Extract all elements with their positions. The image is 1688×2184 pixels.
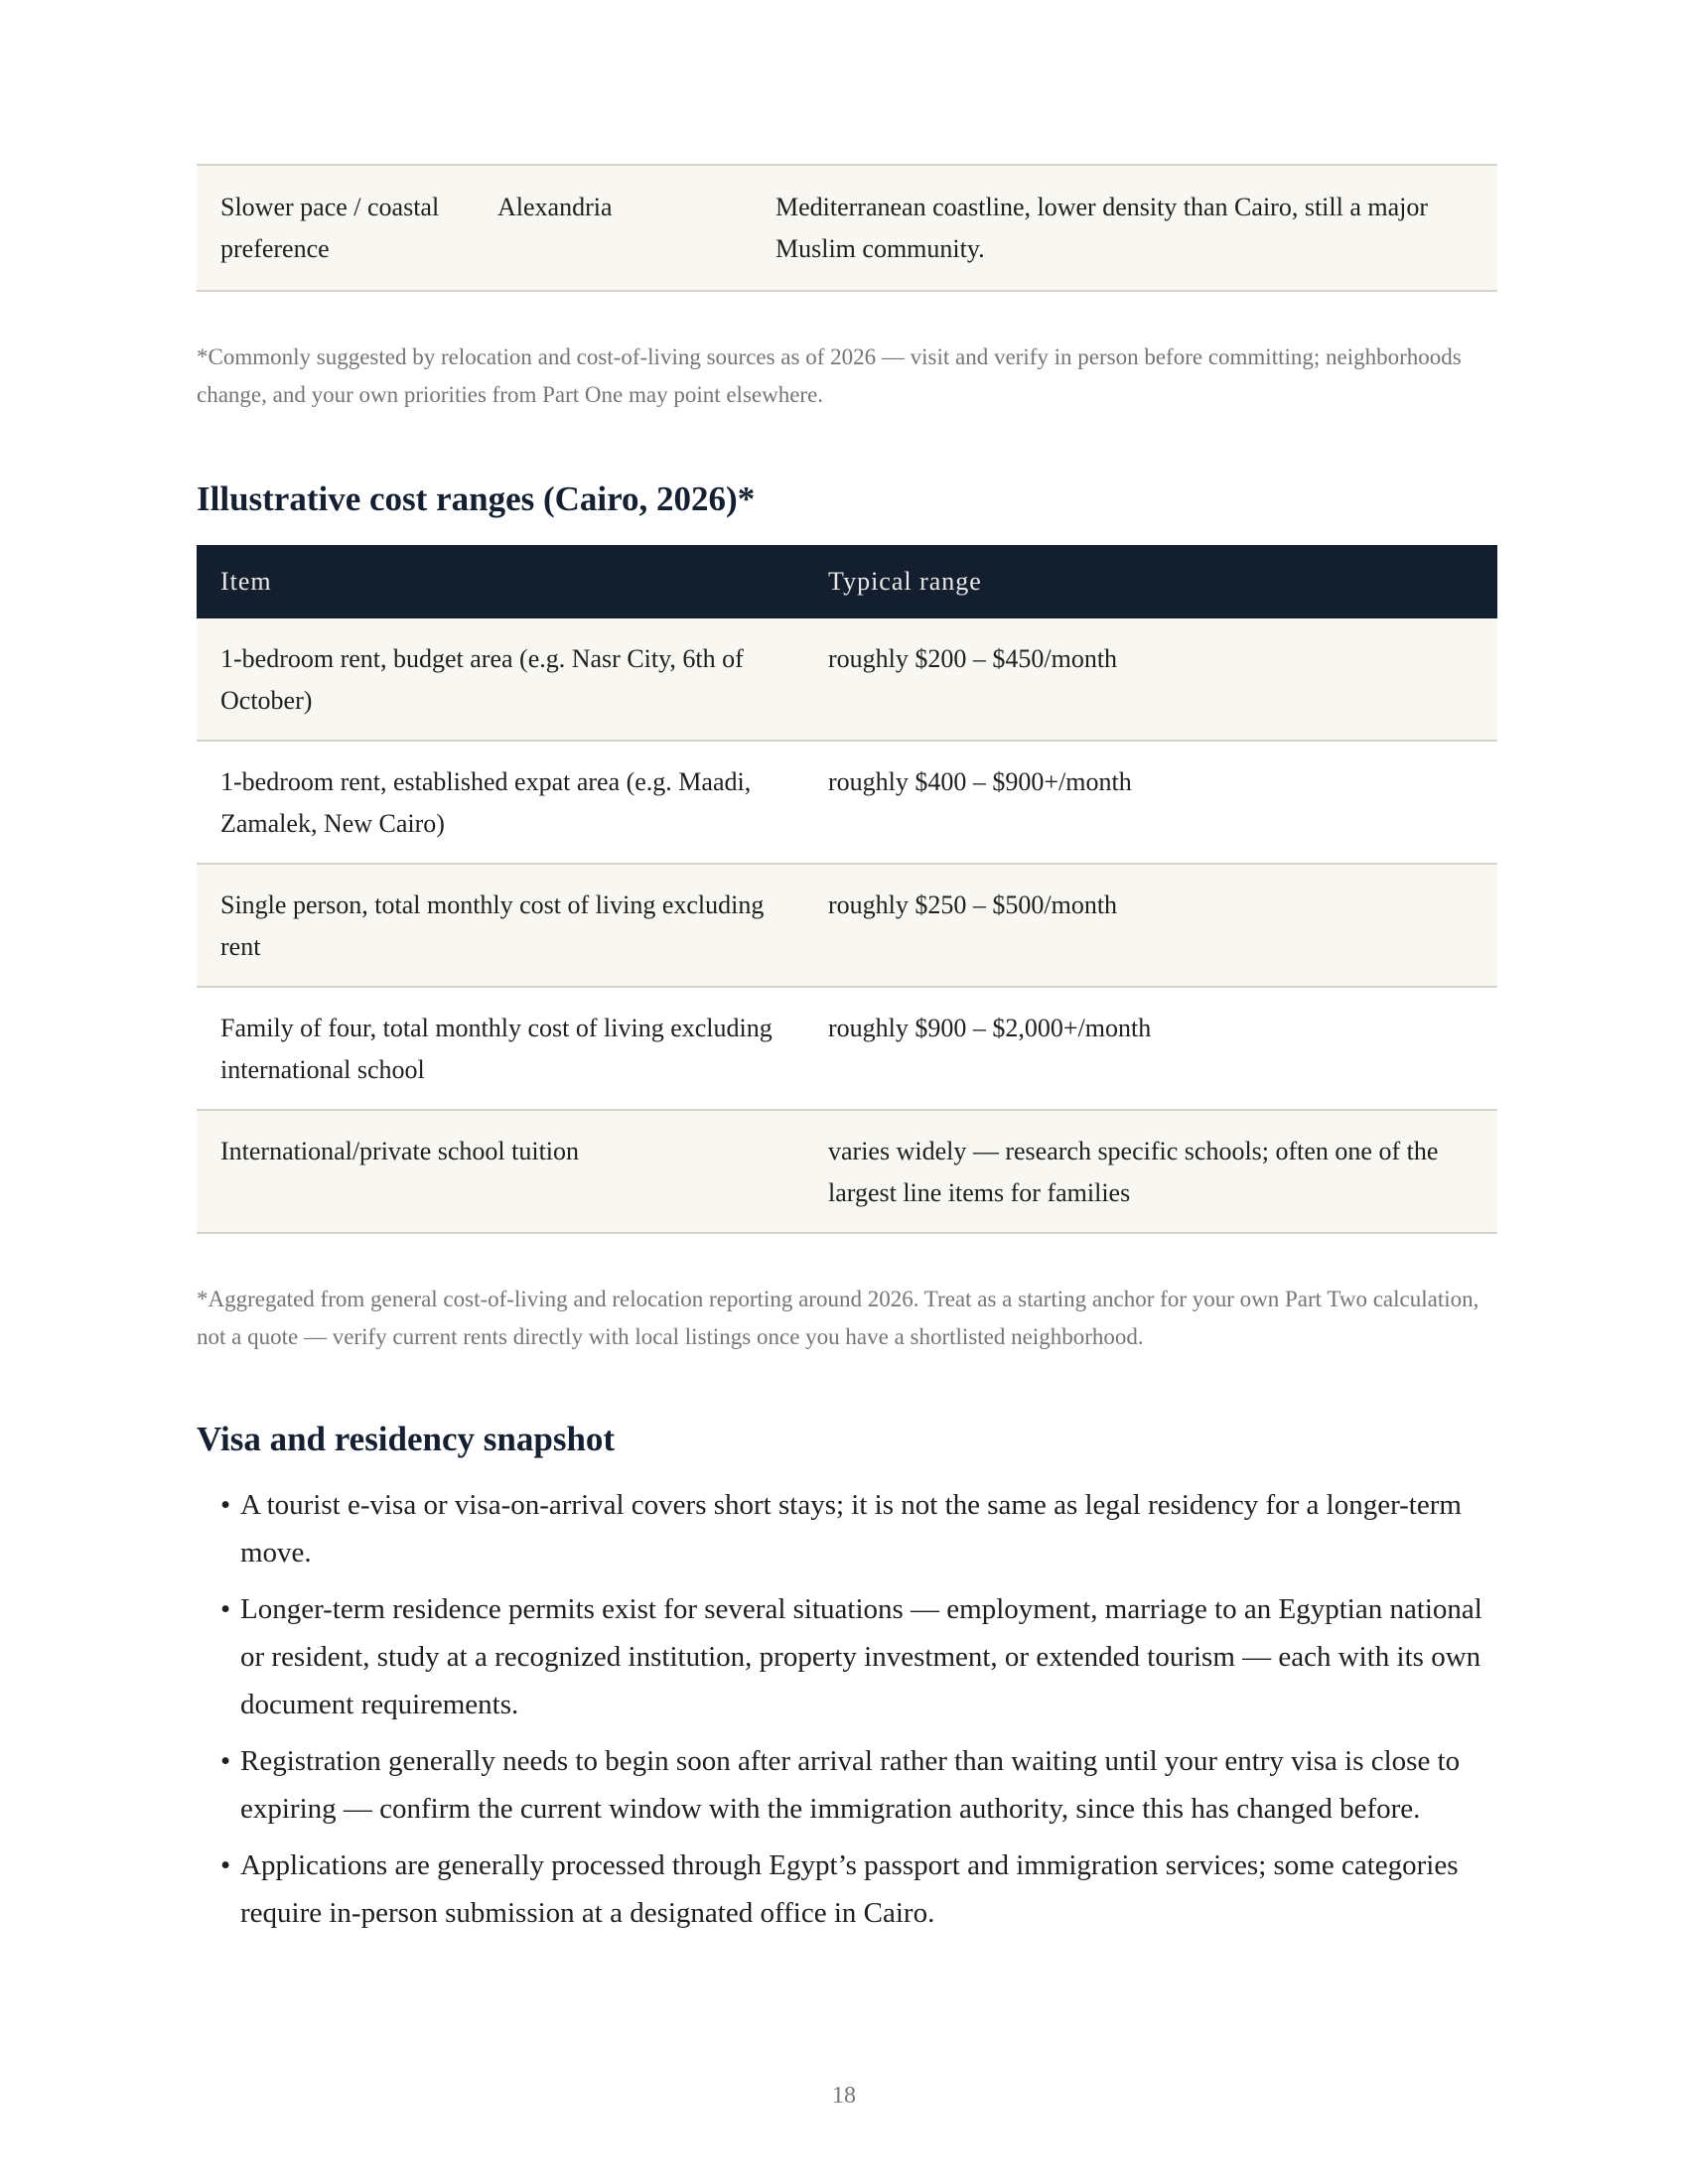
neighborhood-footnote: *Commonly suggested by relocation and cost-of-living sources as of 2026 — visit and verify in person before committing; neighborhoods change, and your own priorities from Part One may point elsewhere.: [197, 344, 1462, 407]
table-row: [197, 741, 1497, 864]
list-item-text: Applications are generally processed through Egypt’s passport and immigration services; some categories require in-person submission at a designated office in Cairo.: [240, 1849, 1459, 1929]
bullet-icon: •: [220, 1745, 231, 1777]
list-item: [197, 1585, 1497, 1728]
document-page: [197, 164, 1497, 1946]
cost-range: roughly $900 – $2,000+/month: [804, 987, 1497, 1110]
table-cell-notes: Mediterranean coastline, lower density than Cairo, still a major Muslim community.: [752, 165, 1497, 291]
neighborhood-table: [197, 164, 1497, 292]
cost-range: roughly $200 – $450/month: [804, 618, 1497, 741]
bullet-icon: •: [220, 1593, 231, 1625]
cost-item: 1-bedroom rent, budget area (e.g. Nasr City, 6th of October): [197, 618, 804, 741]
list-item-text: Registration generally needs to begin soon after arrival rather than waiting until your entry visa is close to expiring — confirm the current window with the immigration authority, since this has changed before.: [240, 1745, 1461, 1825]
table-row: [197, 618, 1497, 741]
list-item-text: Longer-term residence permits exist for several situations — employment, marriage to an Egyptian national or resident, study at a recognized institution, property investment, or extended tourism — each with its own document requirements.: [240, 1593, 1482, 1720]
table-row: [197, 987, 1497, 1110]
cost-footnote: *Aggregated from general cost-of-living and relocation reporting around 2026. Treat as a starting anchor for your own Part Two calculation, not a quote — verify current rents directly with local listings once you have a shortlisted neighborhood.: [197, 1287, 1479, 1349]
table-header-row: [197, 545, 1497, 618]
cost-section-heading: Illustrative cost ranges (Cairo, 2026)*: [197, 479, 756, 518]
list-item: [197, 1737, 1497, 1833]
bullet-icon: •: [220, 1489, 231, 1521]
table-row: [197, 165, 1497, 291]
cost-range: roughly $400 – $900+/month: [804, 741, 1497, 864]
visa-section-heading: Visa and residency snapshot: [197, 1420, 616, 1458]
table-row: [197, 864, 1497, 987]
bullet-icon: •: [220, 1849, 231, 1881]
table-cell-need: Slower pace / coastal preference: [197, 165, 474, 291]
cost-item: 1-bedroom rent, established expat area (e.g. Maadi, Zamalek, New Cairo): [197, 741, 804, 864]
list-item: [197, 1842, 1497, 1937]
cost-item: International/private school tuition: [197, 1110, 804, 1233]
table-cell-area: Alexandria: [474, 165, 752, 291]
cost-table: [197, 545, 1497, 1234]
page-number: 18: [832, 2083, 856, 2109]
column-header-range: Typical range: [804, 545, 1497, 618]
column-header-item: Item: [197, 545, 804, 618]
visa-bullet-list: [197, 1481, 1497, 1937]
list-item: [197, 1481, 1497, 1576]
cost-range: roughly $250 – $500/month: [804, 864, 1497, 987]
cost-range: varies widely — research specific schools; often one of the largest line items for families: [804, 1110, 1497, 1233]
cost-item: Family of four, total monthly cost of living excluding international school: [197, 987, 804, 1110]
list-item-text: A tourist e-visa or visa-on-arrival covers short stays; it is not the same as legal residency for a longer-term move.: [240, 1489, 1462, 1569]
cost-item: Single person, total monthly cost of living excluding rent: [197, 864, 804, 987]
table-row: [197, 1110, 1497, 1233]
